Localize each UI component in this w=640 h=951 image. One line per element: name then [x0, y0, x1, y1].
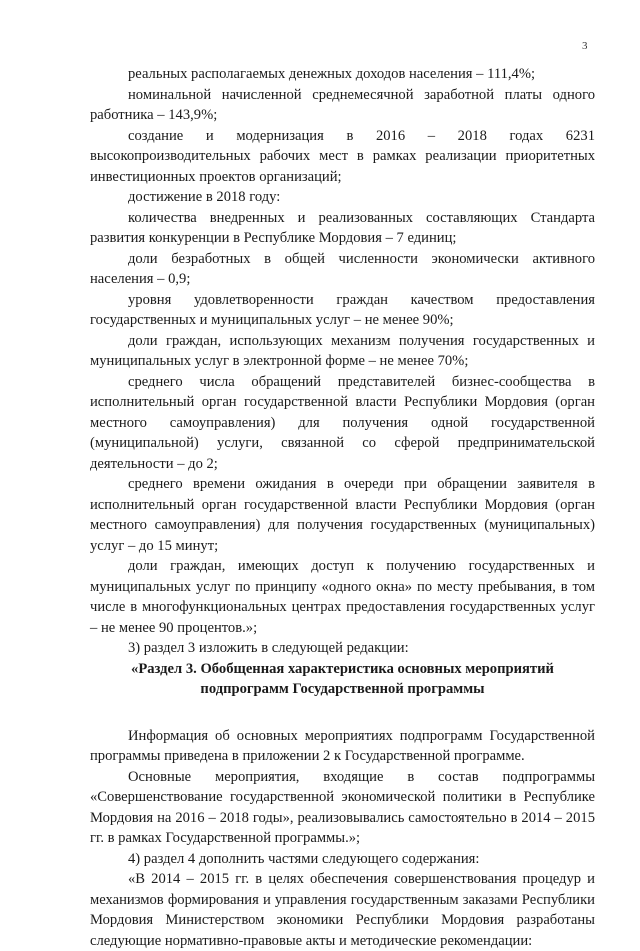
paragraph: «В 2014 – 2015 гг. в целях обеспечения совершенствования процедур и механизмов формирования и управления государственным заказами Республики Мордовия Министерством экономики Республики Мордовия разработаны следующие нормативно-правовые акты и методические рекомендации: — [90, 871, 595, 949]
section-title-line-2: подпрограмм Государственной программы — [200, 681, 485, 697]
paragraph: 4) раздел 4 дополнить частями следующего содержания: — [128, 850, 480, 867]
paragraph: создание и модернизация в 2016 – 2018 годах 6231 высокопроизводительных рабочих мест в рамках реализации приоритетных инвестиционных проектов организаций; — [90, 127, 595, 185]
page-number: 3 — [582, 40, 588, 52]
section-title-line-1: «Раздел 3. Обобщенная характеристика основных мероприятий — [131, 660, 554, 677]
paragraph: 3) раздел 3 изложить в следующей редакции: — [128, 640, 409, 656]
paragraph: реальных располагаемых денежных доходов населения – 111,4%; — [128, 66, 536, 82]
paragraph: Информация об основных мероприятиях подпрограмм Государственной программы приведена в приложении 2 к Государственной программе. — [90, 727, 595, 764]
paragraph: количества внедренных и реализованных составляющих Стандарта развития конкуренции в Республике Мордовия – 7 единиц; — [90, 209, 595, 246]
paragraph: доли безработных в общей численности экономически активного населения – 0,9; — [90, 250, 595, 287]
paragraph: среднего числа обращений представителей бизнес-сообщества в исполнительный орган государственной власти Республики Мордовия (орган местного самоуправления) для получения одной государственной (муниципальной) услуги, связанной со сферой предпринимательской деятельности – до 2; — [90, 373, 595, 472]
paragraph: Основные мероприятия, входящие в состав подпрограммы «Совершенствование государственной экономической политики в Республике Мордовия на 2016 – 2018 годы», реализовывались самостоятельно в 2014 – 2015 гг. в рамках Государственной программы.»; — [90, 768, 595, 846]
paragraph: номинальной начисленной среднемесячной заработной платы одного работника – 143,9%; — [90, 86, 595, 123]
document-body — [90, 64, 595, 951]
paragraph: среднего времени ожидания в очереди при обращении заявителя в исполнительный орган государственной власти Республики Мордовия (орган местного самоуправления) для получения государственных (муниципальных) услуг – до 15 минут; — [90, 476, 595, 554]
spacer — [90, 700, 595, 726]
paragraph: достижение в 2018 году: — [128, 189, 281, 205]
paragraph: доли граждан, имеющих доступ к получению государственных и муниципальных услуг по принципу «одного окна» по месту пребывания, в том числе в многофункциональных центрах предоставления государственных услуг – не менее 90 процентов.»; — [90, 558, 595, 636]
paragraph: уровня удовлетворенности граждан качеством предоставления государственных и муниципальных услуг – не менее 90%; — [90, 291, 595, 328]
paragraph: доли граждан, использующих механизм получения государственных и муниципальных услуг в электронной форме – не менее 70%; — [90, 332, 595, 369]
